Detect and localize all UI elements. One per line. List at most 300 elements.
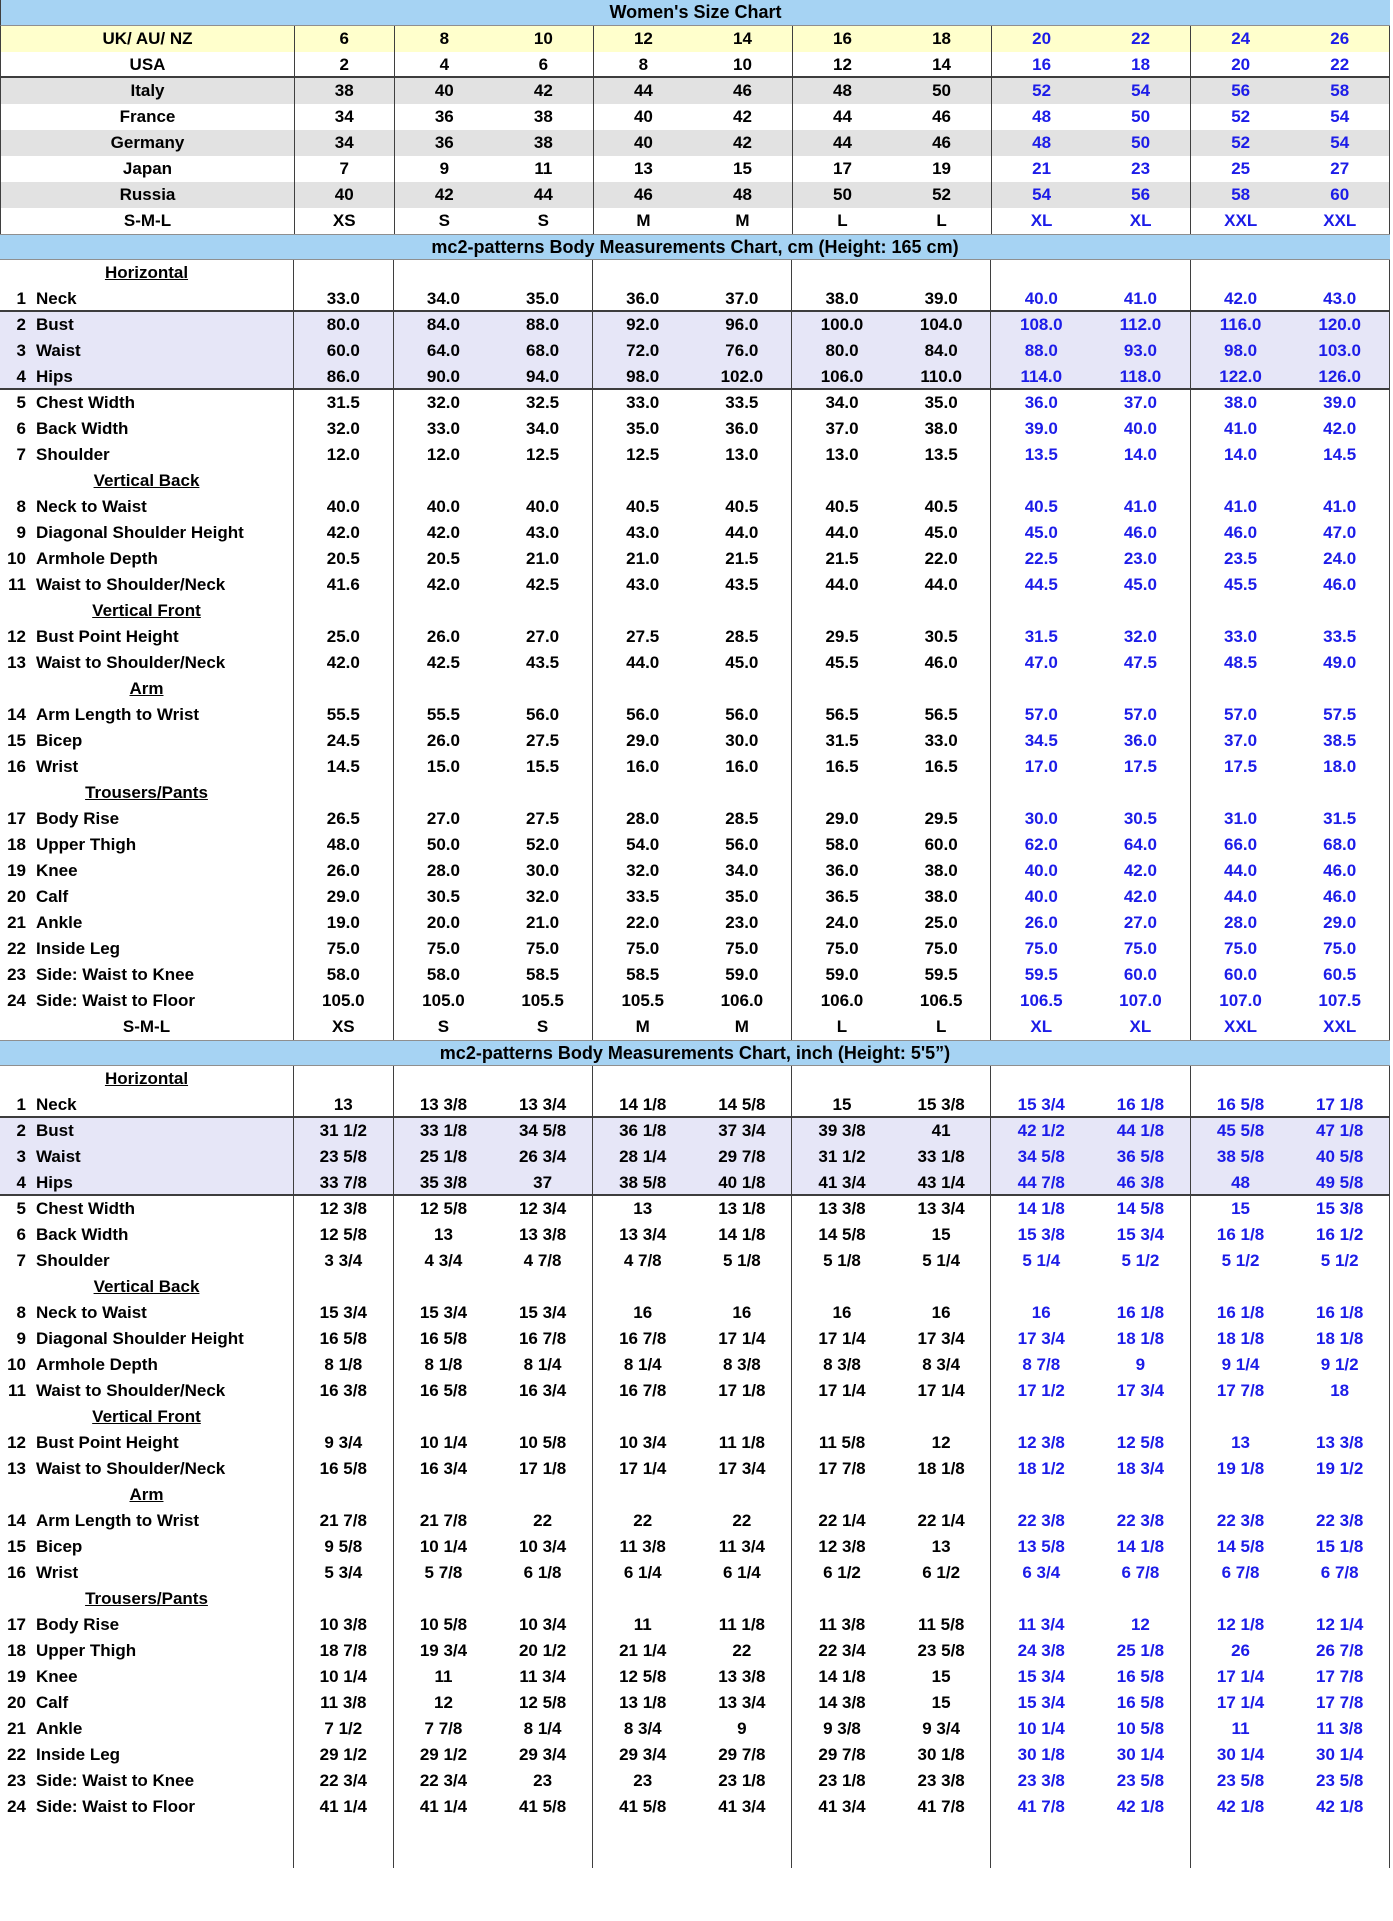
cell-value: 26.0 — [1024, 913, 1058, 932]
cell-value: 14 5/8 — [1216, 1537, 1265, 1556]
cell-value — [1191, 1482, 1291, 1508]
cell-value: 5 3/4 — [294, 1560, 394, 1586]
cell-value: 17 1/4 — [818, 1329, 866, 1348]
row-label-text: Ankle — [36, 1719, 83, 1738]
cell-value: 32.0 — [493, 884, 593, 910]
cell-value — [693, 598, 793, 624]
cell-value: 33.5 — [1290, 624, 1390, 650]
cell-value: 38.0 — [892, 416, 992, 442]
cell-value: 15 3/8 — [1017, 1225, 1065, 1244]
cell-value: 17 — [833, 159, 852, 178]
row-label — [0, 936, 294, 962]
cell-value: 41.0 — [1223, 419, 1258, 438]
cell-value: 32.5 — [493, 390, 593, 416]
cell-value: 6 7/8 — [1290, 1560, 1390, 1586]
cell-value: 12 5/8 — [493, 1690, 593, 1716]
cell-value: 11 5/8 — [892, 1612, 992, 1638]
cell-value: 41 1/4 — [419, 1797, 468, 1816]
cell-value: 10 3/8 — [294, 1612, 394, 1638]
cell-value: 40 — [295, 182, 395, 208]
cell-value: 8 — [439, 29, 450, 48]
cell-value — [394, 260, 494, 286]
cell-value — [593, 1482, 693, 1508]
cm-measurements-table — [0, 260, 1390, 1040]
cell-value: 37.0 — [1223, 731, 1258, 750]
cell-value: 23 — [493, 1768, 593, 1794]
cell-value: 46.0 — [1223, 523, 1258, 542]
row-number: 6 — [16, 419, 26, 438]
row-label: Japan — [1, 156, 295, 182]
cell-value: 106.5 — [892, 988, 992, 1014]
cell-value — [294, 1066, 394, 1092]
cell-value: 40.0 — [1024, 887, 1058, 906]
row-label: S-M-L — [0, 1014, 294, 1040]
cell-value: 44 — [494, 182, 594, 208]
cell-value: 37 3/4 — [693, 1118, 793, 1144]
cell-value — [693, 780, 793, 806]
cell-value — [892, 1820, 992, 1868]
cell-value: 10 3/4 — [493, 1612, 593, 1638]
row-label — [0, 962, 294, 988]
cell-value: 68.0 — [1290, 832, 1390, 858]
cell-value: 10 3/4 — [493, 1534, 593, 1560]
cell-value — [1290, 676, 1390, 702]
cell-value: 34 — [295, 104, 395, 130]
cell-value: 25 — [1231, 159, 1251, 178]
cell-value: 112.0 — [1091, 312, 1191, 338]
cell-value: 38 — [295, 78, 395, 104]
cell-value — [294, 468, 394, 494]
cell-value: 9 3/4 — [892, 1716, 992, 1742]
row-label — [0, 1170, 294, 1194]
cell-value — [493, 468, 593, 494]
cell-value: 14 1/8 — [818, 1667, 866, 1686]
cell-value: XL — [1030, 1017, 1053, 1036]
cell-value: 36.5 — [825, 887, 859, 906]
cell-value: 28.5 — [693, 624, 793, 650]
table-row — [0, 390, 1390, 416]
cell-value: 54 — [1032, 185, 1052, 204]
table-row — [0, 364, 1390, 390]
cell-value: 40.0 — [426, 497, 460, 516]
cell-value — [593, 1274, 693, 1300]
row-number: 21 — [7, 913, 26, 932]
row-label-text: Diagonal Shoulder Height — [36, 523, 244, 542]
row-label — [0, 390, 294, 416]
cell-value: 42.0 — [1223, 289, 1258, 308]
row-number: 16 — [7, 1563, 26, 1582]
row-label — [0, 832, 294, 858]
cell-value: 17 3/4 — [1091, 1378, 1191, 1404]
cell-value — [892, 780, 992, 806]
row-number: 4 — [16, 1173, 26, 1192]
cell-value: 12 5/8 — [294, 1222, 394, 1248]
cell-value: 75.0 — [493, 936, 593, 962]
table-row — [0, 1716, 1390, 1742]
cell-value: 29 3/4 — [493, 1742, 593, 1768]
row-label-text: Ankle — [36, 913, 83, 932]
cell-value — [394, 1274, 494, 1300]
cell-value — [991, 780, 1091, 806]
cell-value: 17 1/4 — [619, 1459, 667, 1478]
cell-value — [792, 468, 892, 494]
row-label — [0, 1768, 294, 1794]
cell-value: L — [892, 208, 992, 234]
cell-value: 17 1/4 — [892, 1378, 992, 1404]
size-conversion-table — [0, 26, 1390, 234]
cell-value: 18 — [1091, 52, 1191, 76]
cell-value: 98.0 — [1223, 341, 1258, 360]
cell-value — [1091, 780, 1191, 806]
row-label-text: Bicep — [36, 1537, 83, 1556]
cell-value: 44.5 — [1024, 575, 1058, 594]
cell-value: 12 — [433, 1693, 453, 1712]
cell-value: 15 3/4 — [419, 1303, 468, 1322]
table-row — [0, 1508, 1390, 1534]
cell-value: 12 1/4 — [1290, 1612, 1390, 1638]
cell-value: 13.0 — [693, 442, 793, 468]
cell-value: 40.5 — [1024, 497, 1058, 516]
cell-value: 38.0 — [825, 289, 859, 308]
cell-value: 44.0 — [825, 575, 859, 594]
section-subheader-row — [0, 598, 1390, 624]
table-row — [0, 78, 1390, 104]
cell-value: 12 3/8 — [818, 1537, 866, 1556]
cell-value: 12.5 — [626, 445, 660, 464]
cell-value — [394, 780, 494, 806]
cell-value: 12 3/4 — [493, 1196, 593, 1222]
cell-value: 4 3/4 — [424, 1251, 463, 1270]
cell-value — [792, 1820, 892, 1868]
cell-value: 4 7/8 — [623, 1251, 662, 1270]
cell-value: 36 1/8 — [619, 1121, 667, 1140]
cell-value: 25.0 — [294, 624, 394, 650]
cell-value: 29.5 — [825, 627, 859, 646]
cell-value: 106.0 — [820, 367, 864, 386]
cell-value: 29.5 — [892, 806, 992, 832]
cell-value: 22 1/4 — [818, 1511, 866, 1530]
cell-value: 30 1/4 — [1091, 1742, 1191, 1768]
cell-value: 62.0 — [1024, 835, 1058, 854]
cell-value: 42 — [494, 78, 594, 104]
row-label-text: Upper Thigh — [36, 1641, 137, 1660]
table-row — [0, 1170, 1390, 1196]
cell-value: 39.0 — [892, 286, 992, 310]
cell-value — [1191, 1404, 1291, 1430]
cell-value: 30 1/4 — [1216, 1745, 1265, 1764]
row-label — [0, 286, 294, 310]
cell-value: 23 1/8 — [693, 1768, 793, 1794]
cell-value: 8 1/4 — [623, 1355, 662, 1374]
cell-value: 122.0 — [1219, 367, 1262, 386]
cell-value — [792, 1586, 892, 1612]
table-row — [0, 1300, 1390, 1326]
cell-value: 31 1/2 — [294, 1118, 394, 1144]
cell-value: 12 5/8 — [619, 1667, 667, 1686]
row-label — [0, 702, 294, 728]
row-label — [0, 1716, 294, 1742]
cell-value: 42.0 — [1091, 858, 1191, 884]
cell-value: 11 1/8 — [693, 1612, 793, 1638]
cell-value: 24 3/8 — [1017, 1641, 1065, 1660]
cell-value: 20.5 — [426, 549, 460, 568]
cell-value: 46.0 — [1290, 572, 1390, 598]
cell-value: 32.0 — [294, 416, 394, 442]
cell-value: 10 1/4 — [294, 1664, 394, 1690]
cell-value: 42.0 — [426, 575, 460, 594]
cell-value: 13 3/8 — [493, 1222, 593, 1248]
cell-value: 12 3/8 — [1017, 1433, 1065, 1452]
cell-value: 52 — [892, 182, 992, 208]
cell-value: 38 — [494, 104, 594, 130]
cell-value: 57.0 — [1091, 702, 1191, 728]
cell-value: 52 — [1032, 81, 1052, 100]
cell-value: 40 — [633, 133, 653, 152]
cell-value: 15.5 — [493, 754, 593, 780]
row-number: 19 — [7, 861, 26, 880]
cell-value: 17 1/4 — [1216, 1667, 1265, 1686]
table-row — [0, 1118, 1390, 1144]
row-label-text: Neck to Waist — [36, 1303, 147, 1322]
cell-value: 107.5 — [1290, 988, 1390, 1014]
cell-value: 16 — [832, 1303, 852, 1322]
cell-value: 42.5 — [426, 653, 460, 672]
cell-value — [493, 1274, 593, 1300]
cell-value: M — [693, 208, 793, 234]
cell-value: 17 1/4 — [1216, 1693, 1265, 1712]
cell-value — [1191, 780, 1291, 806]
cell-value: 25 1/8 — [419, 1147, 468, 1166]
cell-value — [892, 1404, 992, 1430]
row-number: 23 — [7, 965, 26, 984]
cell-value — [892, 468, 992, 494]
cell-value: 28.0 — [1223, 913, 1258, 932]
row-label — [0, 442, 294, 468]
table-row — [0, 1326, 1390, 1352]
cell-value: 12 — [1091, 1612, 1191, 1638]
cell-value: 43.5 — [493, 650, 593, 676]
cell-value: 7 — [295, 156, 395, 182]
cell-value: 22 — [693, 1638, 793, 1664]
cell-value: 34.0 — [825, 393, 859, 412]
cell-value: 13 3/8 — [693, 1664, 793, 1690]
cell-value — [394, 468, 494, 494]
cell-value: 13 1/8 — [619, 1693, 667, 1712]
cell-value: 23 — [633, 1771, 653, 1790]
cell-value: 36 5/8 — [1091, 1144, 1191, 1170]
cell-value: 24 — [1231, 29, 1251, 48]
cell-value: 21 1/4 — [619, 1641, 667, 1660]
row-label-text: Side: Waist to Knee — [36, 1771, 195, 1790]
row-label — [0, 1196, 294, 1222]
row-label: USA — [1, 52, 295, 76]
cell-value: 22 — [493, 1508, 593, 1534]
cell-value: 28.0 — [626, 809, 660, 828]
cell-value: 17 1/4 — [693, 1326, 793, 1352]
row-label — [0, 1222, 294, 1248]
cell-value: 42 — [693, 104, 793, 130]
cell-value: 15 — [832, 1095, 852, 1114]
cell-value: 54.0 — [626, 835, 660, 854]
table-row — [0, 52, 1390, 78]
row-label-text: Shoulder — [36, 445, 110, 464]
table-row — [0, 182, 1390, 208]
cell-value: 30.0 — [1024, 809, 1058, 828]
table-row — [0, 208, 1390, 234]
row-number: 23 — [7, 1771, 26, 1790]
cell-value — [1290, 1404, 1390, 1430]
cell-value: 15.0 — [426, 757, 460, 776]
cell-value: 92.0 — [626, 315, 660, 334]
cell-value: 34.5 — [1024, 731, 1058, 750]
cell-value: 6 1/4 — [693, 1560, 793, 1586]
cell-value: 27.0 — [1091, 910, 1191, 936]
cell-value: 33 1/8 — [892, 1144, 992, 1170]
cell-value: 48.5 — [1223, 653, 1258, 672]
cell-value: 18 3/4 — [1091, 1456, 1191, 1482]
cell-value: 19 3/4 — [419, 1641, 468, 1660]
cell-value — [593, 780, 693, 806]
row-label-text: Neck — [36, 289, 77, 308]
cell-value — [294, 1820, 394, 1868]
cell-value: 36 — [434, 107, 454, 126]
cell-value: 36.0 — [1091, 728, 1191, 754]
cell-value: 58.0 — [426, 965, 460, 984]
cell-value — [991, 1482, 1091, 1508]
cell-value: 43.0 — [493, 520, 593, 546]
cell-value: 17.5 — [1223, 757, 1258, 776]
table-row — [0, 650, 1390, 676]
cell-value: 50 — [833, 185, 852, 204]
cell-value: 20 — [1231, 55, 1251, 74]
cell-value: 56.0 — [626, 705, 660, 724]
cell-value: 15 — [693, 156, 793, 182]
cell-value: 26.0 — [426, 731, 460, 750]
cell-value: 16.5 — [892, 754, 992, 780]
row-number: 24 — [7, 1797, 26, 1816]
cell-value: 29.0 — [626, 731, 660, 750]
cell-value: 33.0 — [626, 393, 660, 412]
cell-value: 16 — [1032, 55, 1052, 74]
cell-value: 15 3/4 — [1017, 1667, 1065, 1686]
table-row — [0, 1222, 1390, 1248]
row-number: 9 — [16, 1329, 26, 1348]
row-number: 17 — [7, 809, 26, 828]
section-subheader: Arm — [129, 679, 164, 698]
table-row — [0, 312, 1390, 338]
cell-value: 14 1/8 — [619, 1095, 667, 1114]
cell-value: 54 — [1290, 104, 1390, 130]
row-label-text: Waist — [36, 341, 81, 360]
cell-value: 84.0 — [426, 315, 460, 334]
cell-value — [991, 468, 1091, 494]
cell-value: 60.0 — [1223, 965, 1258, 984]
table-row — [0, 884, 1390, 910]
cell-value: 39 3/8 — [818, 1121, 866, 1140]
cell-value — [1091, 598, 1191, 624]
cell-value: 38.0 — [892, 858, 992, 884]
cell-value: 40.5 — [626, 497, 660, 516]
cell-value: 30.5 — [892, 624, 992, 650]
cell-value: 17 1/4 — [818, 1381, 866, 1400]
cell-value: 21.0 — [493, 546, 593, 572]
cell-value: 29 1/2 — [294, 1742, 394, 1768]
section-subheader-row — [0, 260, 1390, 286]
cell-value: 12 — [833, 55, 852, 74]
row-label — [0, 1092, 294, 1116]
cell-value: 12 — [633, 29, 653, 48]
cell-value: 23 5/8 — [892, 1638, 992, 1664]
cell-value: 10 3/4 — [619, 1433, 667, 1452]
cell-value: 42.0 — [426, 523, 460, 542]
cell-value: 48 — [693, 182, 793, 208]
cell-value — [394, 1586, 494, 1612]
cell-value: 22.0 — [626, 913, 660, 932]
cell-value: 13 — [294, 1092, 394, 1116]
cell-value — [593, 1404, 693, 1430]
cell-value: 42.0 — [294, 520, 394, 546]
cell-value: 13 — [633, 1199, 653, 1218]
cell-value: 120.0 — [1290, 312, 1390, 338]
row-label-text: Arm Length to Wrist — [36, 705, 200, 724]
cell-value: 8 1/4 — [493, 1716, 593, 1742]
row-label-text: Back Width — [36, 419, 129, 438]
cell-value: 6 3/4 — [1022, 1563, 1061, 1582]
cell-value: 49.0 — [1290, 650, 1390, 676]
cell-value: 96.0 — [693, 312, 793, 338]
cell-value: 42 1/8 — [1216, 1797, 1265, 1816]
cell-value: 35.0 — [892, 390, 992, 416]
cell-value: 31.5 — [1290, 806, 1390, 832]
row-number: 18 — [7, 835, 26, 854]
cell-value: 9 — [1091, 1352, 1191, 1378]
cell-value — [892, 1274, 992, 1300]
cell-value: XS — [295, 208, 395, 234]
cell-value: 10 1/4 — [1017, 1719, 1065, 1738]
cell-value — [593, 598, 693, 624]
cell-value: 33.0 — [892, 728, 992, 754]
cell-value: 18 1/2 — [1017, 1459, 1065, 1478]
cell-value: 38.5 — [1290, 728, 1390, 754]
table-row — [0, 338, 1390, 364]
cell-value: 41 7/8 — [892, 1794, 992, 1820]
cell-value: 17 7/8 — [818, 1459, 866, 1478]
inch-measurements-table — [0, 1066, 1390, 1820]
cell-value: 33.5 — [626, 887, 660, 906]
cell-value: 66.0 — [1223, 835, 1258, 854]
cell-value — [991, 1820, 1091, 1868]
cell-value: 13 3/4 — [619, 1225, 667, 1244]
cell-value: 84.0 — [892, 338, 992, 364]
cell-value — [792, 598, 892, 624]
row-label — [0, 260, 294, 286]
table-row — [0, 1742, 1390, 1768]
cell-value — [892, 260, 992, 286]
row-label — [0, 1144, 294, 1170]
row-label-text: Armhole Depth — [36, 1355, 158, 1374]
cell-value: 58.5 — [493, 962, 593, 988]
cell-value: 13 3/8 — [818, 1199, 866, 1218]
cell-value: 24.5 — [294, 728, 394, 754]
row-label — [0, 1742, 294, 1768]
cell-value: 44 1/8 — [1091, 1118, 1191, 1144]
cell-value: 59.5 — [892, 962, 992, 988]
cell-value: 19 1/8 — [1216, 1459, 1265, 1478]
table-row — [0, 1820, 1390, 1868]
cell-value: 44.0 — [626, 653, 660, 672]
cell-value: 16 1/8 — [1091, 1300, 1191, 1326]
cell-value: 13 3/4 — [493, 1092, 593, 1116]
